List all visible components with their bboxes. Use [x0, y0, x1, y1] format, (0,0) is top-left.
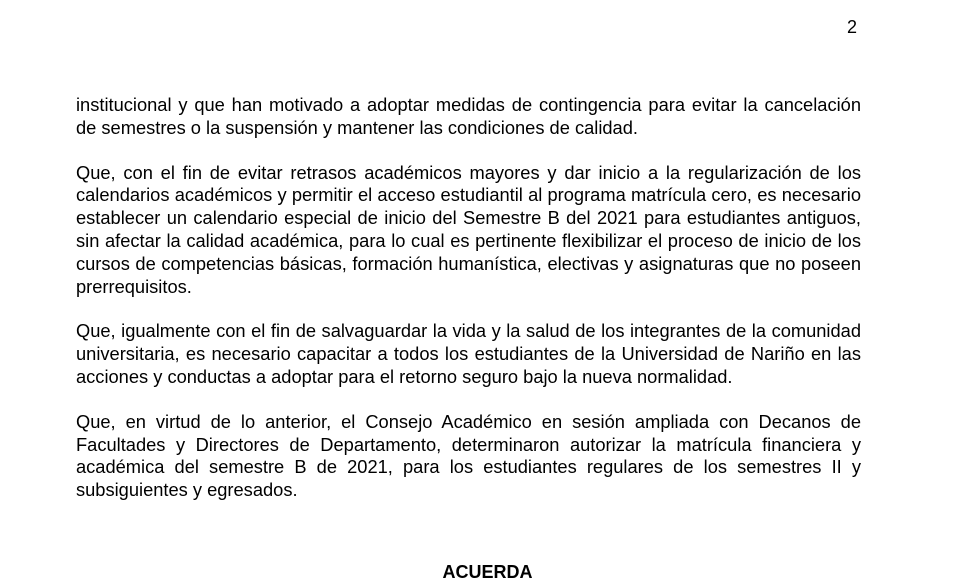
- paragraph-institucional: institucional y que han motivado a adoptar medidas de contingencia para evitar la cancelación de semestres o la suspensión y mantener las condiciones de calidad.: [76, 94, 861, 138]
- section-heading-acuerda: ACUERDA: [442, 562, 533, 582]
- document-body: [76, 94, 861, 524]
- paragraph-capacitacion: Que, igualmente con el fin de salvaguardar la vida y la salud de los integrantes de la comunidad universitaria, es necesario capacitar a todos los estudiantes de la Universidad de Nariño en las acciones y conductas a adoptar para el retorno seguro bajo la nueva normalidad.: [76, 320, 861, 387]
- page-number: 2: [847, 17, 858, 37]
- paragraph-consejo-academico: Que, en virtud de lo anterior, el Consejo Académico en sesión ampliada con Decanos de Facultades y Directores de Departamento, determinaron autorizar la matrícula financiera y académica del semestre B de 2021, para los estudiantes regulares de los semestres II y subsiguientes y egresados.: [76, 410, 861, 501]
- paragraph-calendario-especial: Que, con el fin de evitar retrasos académicos mayores y dar inicio a la regularización de los calendarios académicos y permitir el acceso estudiantil al programa matrícula cero, es necesario establecer un calendario especial de inicio del Semestre B del 2021 para estudiantes antiguos, sin afectar la calidad académica, para lo cual es pertinente flexibilizar el proceso de inicio de los cursos de competencias básicas, formación humanística, electivas y asignaturas que no poseen prerrequisitos.: [76, 161, 861, 297]
